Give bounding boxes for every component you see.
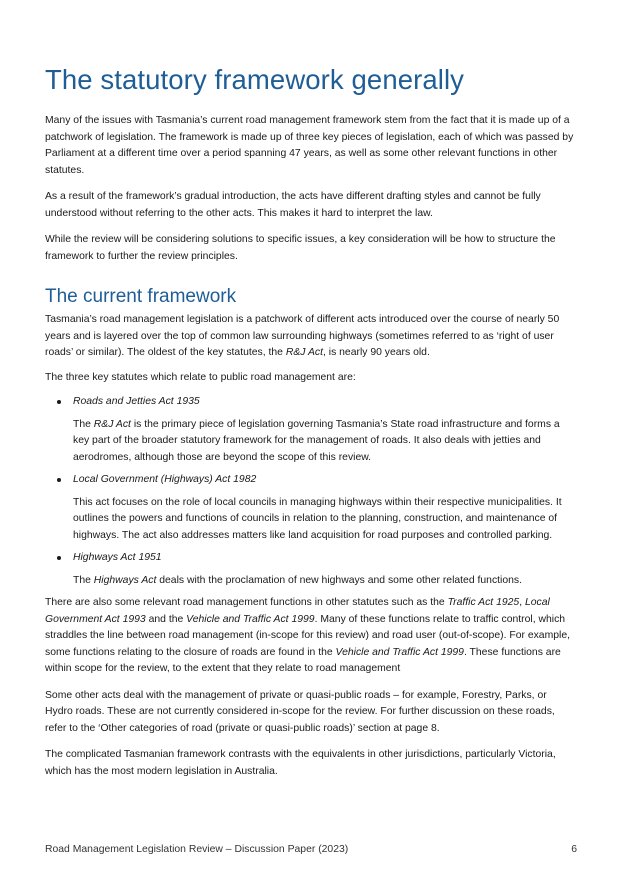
text-span: , is nearly 90 years old.	[322, 347, 430, 358]
private-roads-paragraph: Some other acts deal with the management of private or quasi-public roads – for example, Forestry, Parks, or Hydro roads. These are not currently considered in-scope for the review. For further discussion on these roads, refer to the ‘Other categories of road (private or quasi-public roads)’ section at page 8.	[45, 689, 555, 734]
italic-act-name: Vehicle and Traffic Act 1999	[186, 613, 315, 625]
italic-act-name: R&J Act	[93, 418, 131, 430]
text-span: The	[73, 418, 94, 430]
text-span: There are also some relevant road management functions in other statutes such as the	[45, 597, 448, 608]
footer-title: Road Management Legislation Review – Discussion Paper (2023)	[45, 844, 349, 855]
intro-paragraph-1: Many of the issues with Tasmania’s current road management framework stem from the fact that it is made up of a patchwork of legislation. The framework is made up of three key pieces of legislation, each of which was passed by Parliament at a different time over a period spanning 47 years, as well as some other relevant functions in other statutes.	[45, 115, 574, 176]
text-span: . Many of these functions relate to traffic control, which straddles the line between road management (in-scope for this review) and road user (out-of-scope). For example, some functions relating to the closure of roads are found in the	[45, 613, 570, 658]
intro-section	[45, 113, 575, 275]
bullet-icon	[57, 400, 61, 404]
text-span: This act focuses on the role of local councils in managing highways within their respective municipalities. It outlines the powers and functions of councils in relation to the planning, construction, and maintenance of highways. The act also addresses matters like land acquisition for road purposes and controlled parking.	[73, 496, 562, 541]
list-item	[45, 394, 575, 466]
current-framework-section	[45, 286, 575, 790]
text-span: Tasmania’s road management legislation is a patchwork of different acts introduced over the course of nearly 50 years and is layered over the top of common law surrounding highways (sometimes referred to as ‘right of user roads’ or similar). The oldest of the key statutes, the	[45, 314, 560, 358]
current-paragraph-1	[45, 312, 575, 362]
intro-paragraph-3: While the review will be considering solutions to specific issues, a key consideration will be how to structure the framework to further the review principles.	[45, 234, 556, 262]
statute-description	[73, 417, 575, 467]
italic-act-name: Local Government Act 1993	[45, 597, 550, 625]
statute-title: Roads and Jetties Act 1935	[73, 396, 200, 407]
statutes-list	[45, 394, 575, 589]
list-item	[45, 550, 575, 589]
text-span: ,	[519, 597, 525, 608]
statute-description	[73, 573, 575, 590]
text-span: is the primary piece of legislation governing Tasmania’s State road infrastructure and forms a key part of the broader statutory framework for the management of roads. It also deals with jetties and aerodromes, although those are beyond the scope of this review.	[73, 418, 560, 463]
text-span: and the	[145, 613, 187, 625]
text-span: deals with the proclamation of new highways and some other related functions.	[156, 574, 522, 586]
italic-act-name: R&J Act	[285, 347, 323, 358]
text-span: The	[73, 574, 94, 586]
italic-act-name: Vehicle and Traffic Act 1999	[335, 646, 464, 658]
statute-title: Local Government (Highways) Act 1982	[73, 474, 257, 485]
statute-description	[73, 495, 575, 545]
statute-title: Highways Act 1951	[73, 552, 162, 563]
intro-paragraph-2: As a result of the framework’s gradual introduction, the acts have different drafting styles and cannot be fully understood without referring to the other acts. This makes it hard to interpret the law.	[45, 191, 541, 219]
other-statutes-paragraph	[45, 595, 575, 678]
bullet-icon	[57, 556, 61, 560]
list-item	[45, 472, 575, 544]
final-paragraph: The complicated Tasmanian framework contrasts with the equivalents in other jurisdictions, particularly Victoria, which has the most modern legislation in Australia.	[45, 749, 556, 777]
bullet-icon	[57, 478, 61, 482]
text-span: . These functions are within scope for the review, to the extent that they relate to road management	[45, 646, 561, 674]
current-paragraph-2: The three key statutes which relate to public road management are:	[45, 371, 356, 383]
page-heading: The statutory framework generally	[45, 64, 465, 95]
page-footer	[45, 844, 577, 855]
italic-act-name: Traffic Act 1925	[447, 597, 520, 608]
after-list	[45, 595, 575, 780]
section-heading: The current framework	[45, 286, 237, 307]
italic-act-name: Highways Act	[93, 574, 157, 586]
page-number: 6	[571, 844, 577, 855]
